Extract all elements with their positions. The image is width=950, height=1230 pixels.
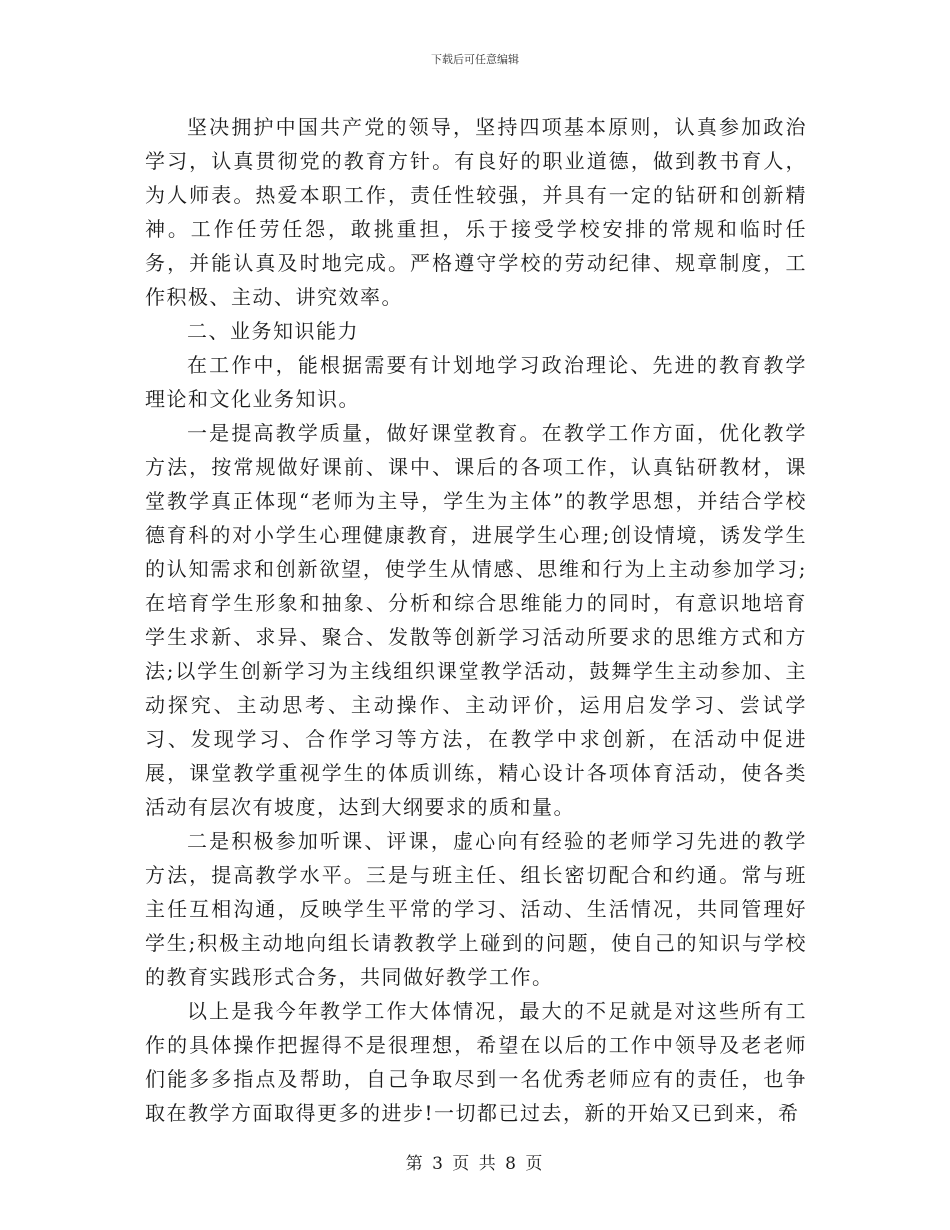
paragraph-teaching-quality: 一是提高教学质量，做好课堂教育。在教学工作方面，优化教学方法，按常规做好课前、课中、课后的各项工作，认真钻研教材，课堂教学真正体现“老师为主导，学生为主体”的教学思想，并结合学校德育科的对小学生心理健康教育，进展学生心理;创设情境，诱发学生的认知需求和创新欲望，使学生从情感、思维和行为上主动参加学习;在培育学生形象和抽象、分析和综合思维能力的同时，有意识地培育学生求新、求异、聚合、发散等创新学习活动所要求的思维方式和方法;以学生创新学习为主线组织课堂教学活动，鼓舞学生主动参加、主动探究、主动思考、主动操作、主动评价，运用启发学习、尝试学习、发现学习、合作学习等方法，在教学中求创新，在活动中促进展，课堂教学重视学生的体质训练，精心设计各项体育活动，使各类活动有层次有坡度，达到大纲要求的质和量。 [145, 421, 807, 819]
page-number: 第 3 页 共 8 页 [405, 1154, 545, 1174]
paragraph-summary: 以上是我今年教学工作大体情况，最大的不足就是对这些所有工作的具体操作把握得不是很理想，希望在以后的工作中领导及老老师们能多多指点及帮助，自己争取尽到一名优秀老师应有的责任，也争取在教学方面取得更多的进步!一切都已过去，新的开始又已到来，希 [145, 999, 807, 1125]
section-heading-professional-knowledge: 二、业务知识能力 [187, 319, 359, 343]
paragraph-theory-study: 在工作中，能根据需要有计划地学习政治理论、先进的教育教学理论和文化业务知识。 [145, 353, 807, 411]
page-header: 下载后可任意编辑 [431, 53, 519, 66]
document-body [145, 110, 807, 1130]
paragraph-political-conduct: 坚决拥护中国共产党的领导，坚持四项基本原则，认真参加政治学习，认真贯彻党的教育方针。有良好的职业道德，做到教书育人，为人师表。热爱本职工作，责任性较强，并具有一定的钻研和创新精神。工作任劳任怨，敢挑重担，乐于接受学校安排的常规和临时任务，并能认真及时地完成。严格遵守学校的劳动纪律、规章制度，工作积极、主动、讲究效率。 [145, 115, 807, 309]
paragraph-lesson-observation: 二是积极参加听课、评课，虚心向有经验的老师学习先进的教学方法，提高教学水平。三是与班主任、组长密切配合和约通。常与班主任互相沟通，反映学生平常的学习、活动、生活情况，共同管理好学生;积极主动地向组长请教教学上碰到的问题，使自己的知识与学校的教育实践形式合务，共同做好教学工作。 [145, 829, 807, 989]
